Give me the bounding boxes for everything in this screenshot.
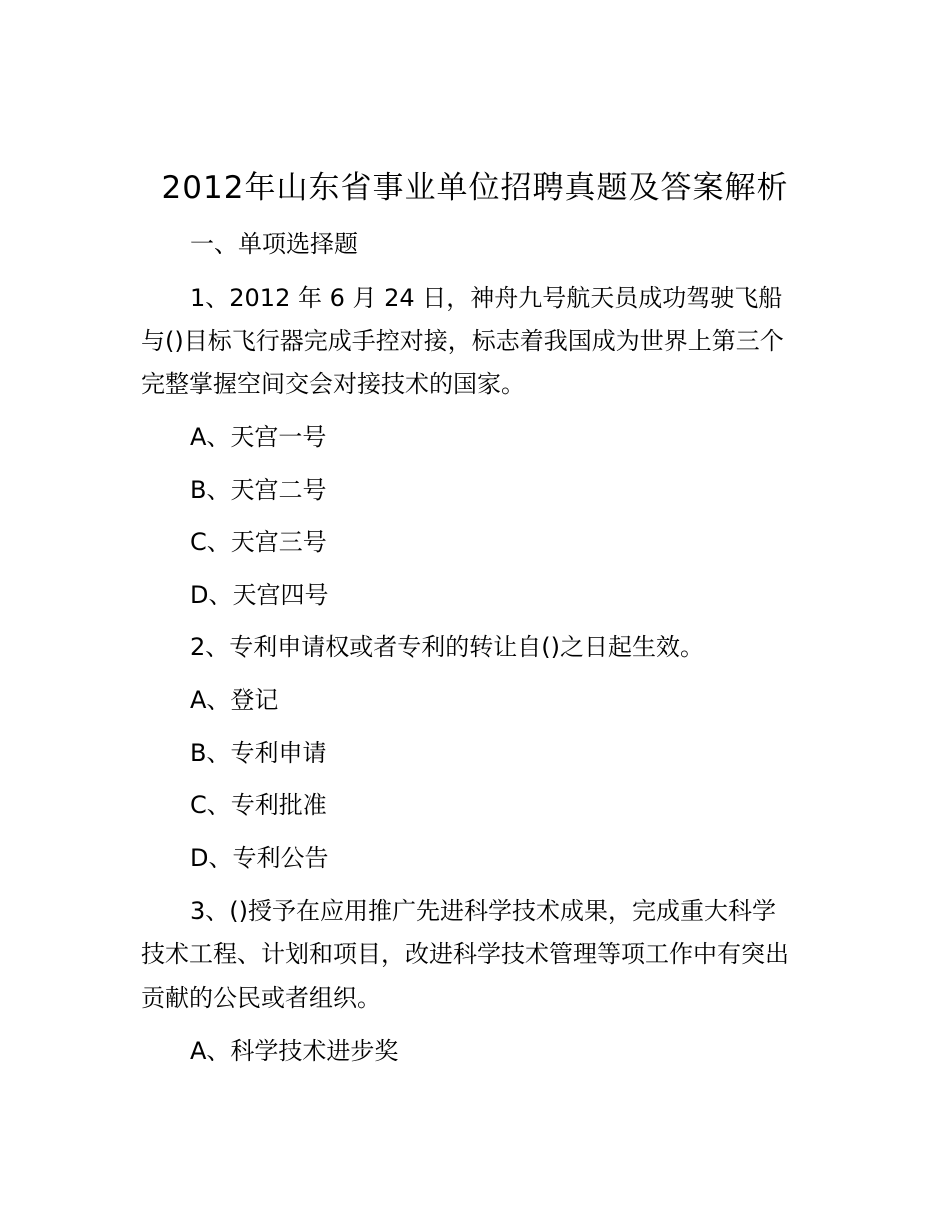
answer-option: A、登记 bbox=[190, 686, 279, 714]
question-text-line: 1、2012 年 6 月 24 日，神舟九号航天员成功驾驶飞船 bbox=[190, 284, 783, 312]
answer-option: C、天宫三号 bbox=[190, 528, 327, 556]
question-text-line: 2、专利申请权或者专利的转让自()之日起生效。 bbox=[190, 633, 704, 661]
answer-option: B、专利申请 bbox=[190, 739, 327, 767]
answer-option: C、专利批准 bbox=[190, 791, 327, 819]
question-text-line: 3、()授予在应用推广先进科学技术成果，完成重大科学 bbox=[190, 897, 776, 925]
answer-option: D、天宫四号 bbox=[190, 581, 329, 609]
question-text-line: 与()目标飞行器完成手控对接，标志着我国成为世界上第三个 bbox=[141, 327, 784, 355]
question-text-line: 完整掌握空间交会对接技术的国家。 bbox=[141, 370, 525, 398]
section-heading: 一、单项选择题 bbox=[190, 230, 358, 258]
question-text-line: 技术工程、计划和项目，改进科学技术管理等项工作中有突出 bbox=[141, 940, 789, 968]
question-text-line: 贡献的公民或者组织。 bbox=[141, 984, 381, 1012]
document-title: 2012年山东省事业单位招聘真题及答案解析 bbox=[161, 170, 789, 206]
answer-option: D、专利公告 bbox=[190, 844, 329, 872]
answer-option: A、天宫一号 bbox=[190, 423, 327, 451]
answer-option: A、科学技术进步奖 bbox=[190, 1037, 399, 1065]
answer-option: B、天宫二号 bbox=[190, 476, 327, 504]
